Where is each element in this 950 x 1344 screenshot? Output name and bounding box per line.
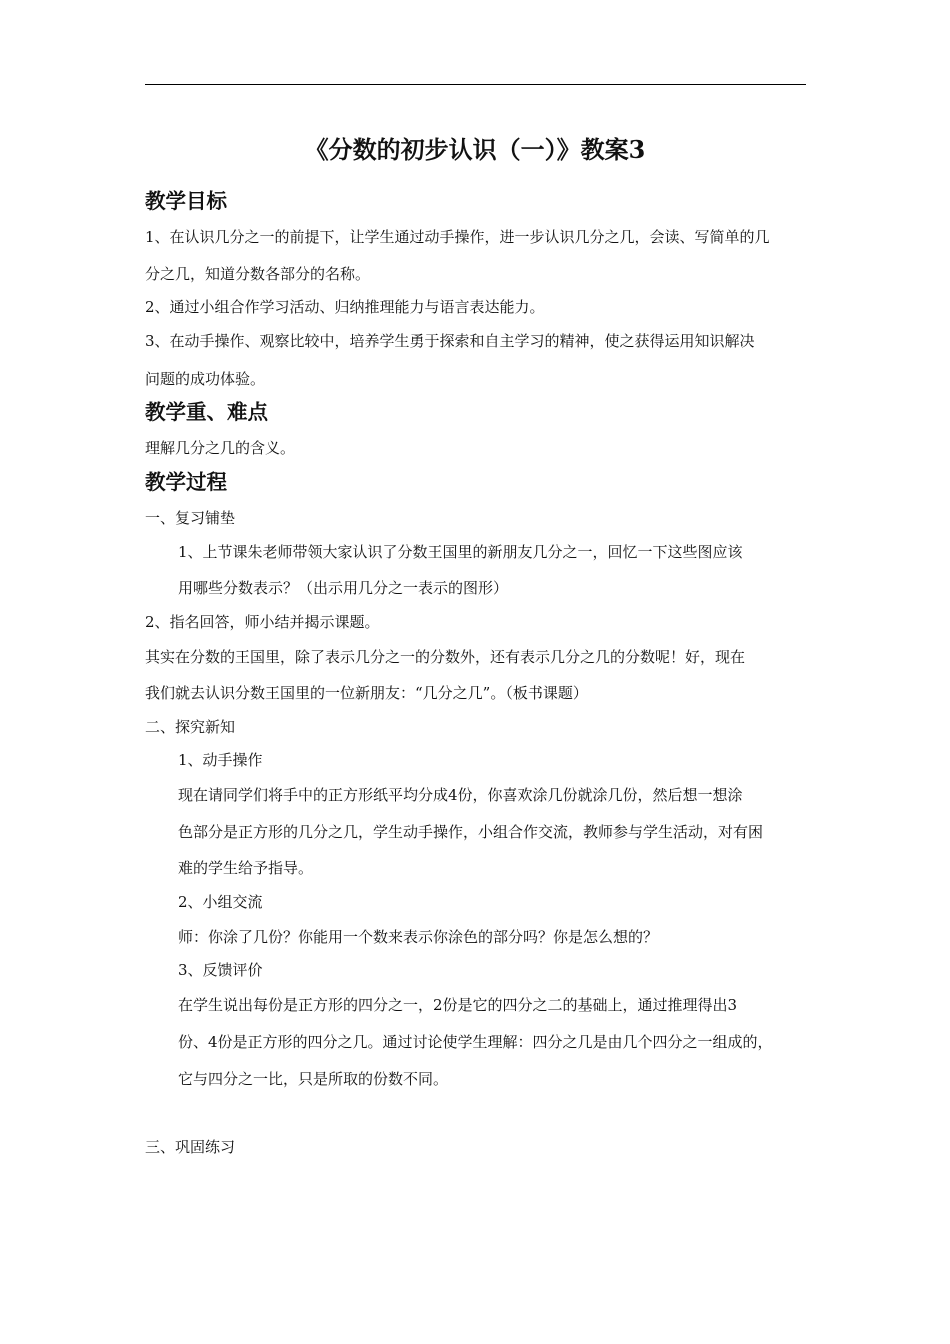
step-2-text: 师：你涂了几份？你能用一个数来表示你涂色的部分吗？你是怎么想的？: [178, 928, 659, 946]
step-1-title: 1、动手操作: [178, 751, 263, 769]
heading-goals: 教学目标: [145, 189, 227, 213]
document-title: 《分数的初步认识（一）》教案3: [304, 135, 646, 164]
goal-3-line-2: 问题的成功体验。: [145, 370, 266, 388]
intro-line-1: 其实在分数的王国里，除了表示几分之一的分数外，还有表示几分之几的分数呢！好，现在: [145, 648, 746, 666]
step-1-line-3: 难的学生给予指导。: [178, 859, 314, 877]
step-3-line-1: 在学生说出每份是正方形的四分之一，2份是它的四分之二的基础上，通过推理得出3: [178, 996, 738, 1014]
review-answer: 2、指名回答，师小结并揭示课题。: [145, 613, 380, 631]
goal-3-line-1: 3、在动手操作、观察比较中，培养学生勇于探索和自主学习的精神，使之获得运用知识解决: [145, 332, 755, 350]
heading-process: 教学过程: [145, 470, 227, 494]
intro-line-2: 我们就去认识分数王国里的一位新朋友：“几分之几”。（板书课题）: [145, 684, 588, 702]
step-1-line-1: 现在请同学们将手中的正方形纸平均分成4份，你喜欢涂几份就涂几份，然后想一想涂: [178, 786, 743, 804]
step-3-line-2: 份、4份是正方形的四分之几。通过讨论使学生理解：四分之几是由几个四分之一组成的，: [178, 1033, 773, 1051]
header-rule: [145, 84, 806, 85]
heading-key-points: 教学重、难点: [145, 400, 268, 424]
goal-1-line-2: 分之几，知道分数各部分的名称。: [145, 265, 371, 283]
step-1-line-2: 色部分是正方形的几分之几，学生动手操作，小组合作交流，教师参与学生活动，对有困: [178, 823, 764, 841]
goal-1-line-1: 1、在认识几分之一的前提下，让学生通过动手操作，进一步认识几分之几，会读、写简单的几: [145, 228, 770, 246]
part-3-title: 三、巩固练习: [145, 1138, 236, 1156]
goal-2: 2、通过小组合作学习活动、归纳推理能力与语言表达能力。: [145, 298, 545, 316]
part-1-title: 一、复习铺垫: [145, 509, 236, 527]
key-points-text: 理解几分之几的含义。: [145, 439, 296, 457]
step-3-line-3: 它与四分之一比，只是所取的份数不同。: [178, 1070, 449, 1088]
review-line-1: 1、上节课朱老师带领大家认识了分数王国里的新朋友几分之一，回忆一下这些图应该: [178, 543, 743, 561]
step-2-title: 2、小组交流: [178, 893, 263, 911]
review-line-2: 用哪些分数表示？（出示用几分之一表示的图形）: [178, 579, 509, 597]
part-2-title: 二、探究新知: [145, 718, 236, 736]
step-3-title: 3、反馈评价: [178, 961, 263, 979]
